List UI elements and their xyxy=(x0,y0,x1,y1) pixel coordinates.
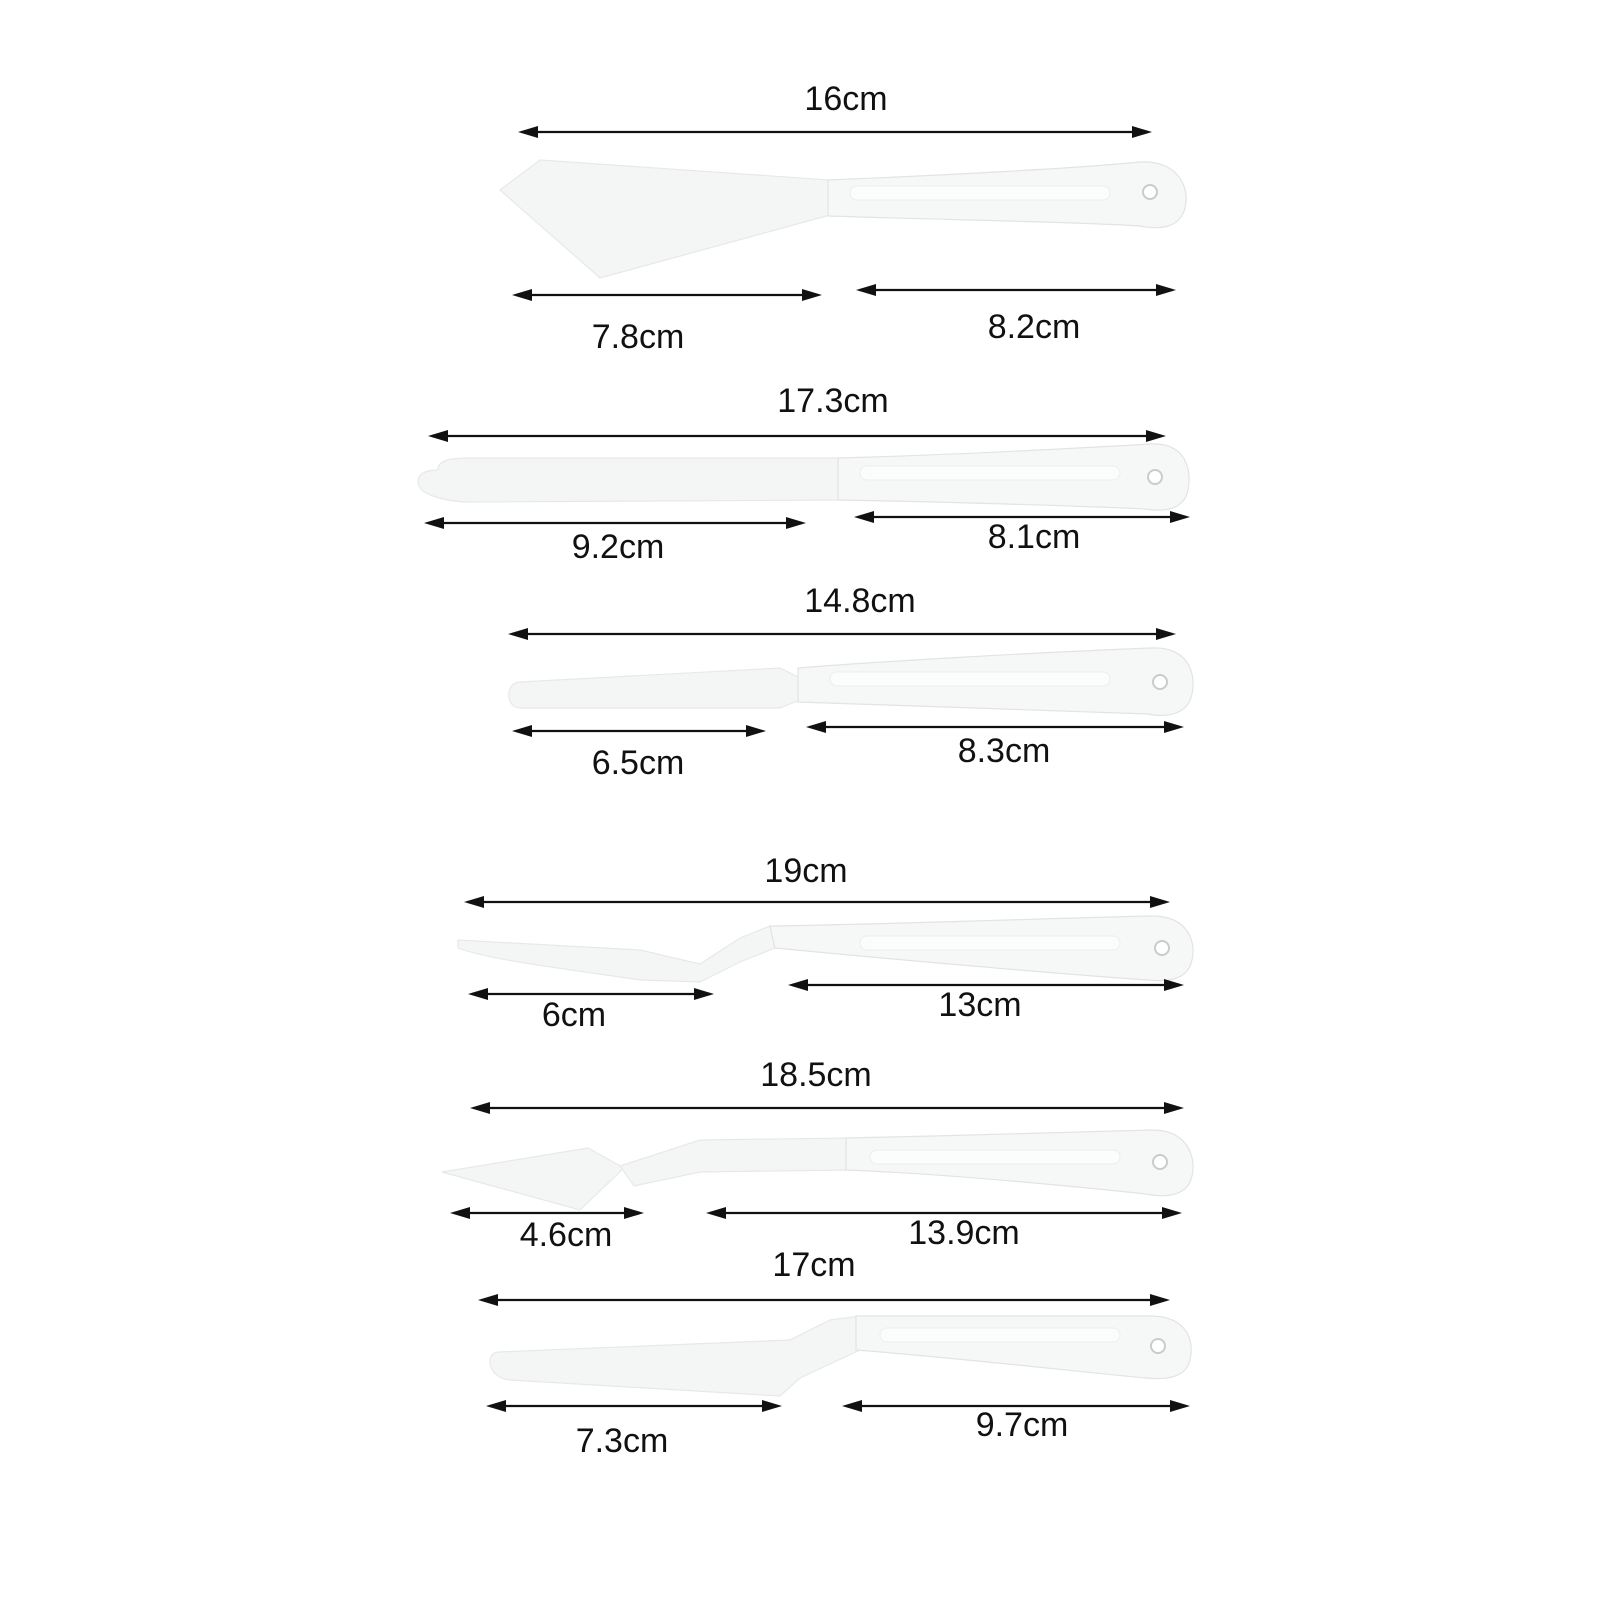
knife-1-handle-length: 8.2cm xyxy=(987,308,1081,346)
knife-2 xyxy=(418,382,1190,566)
knife-1-blade-dimension xyxy=(512,289,822,356)
knife-3-handle-length: 8.3cm xyxy=(957,732,1051,770)
knife-3-hang-hole xyxy=(1153,675,1167,689)
knife-4-blade-dimension xyxy=(468,988,714,1034)
knife-5-neck xyxy=(620,1138,850,1186)
knife-1-total-length: 16cm xyxy=(804,80,888,118)
knife-6-handle-dimension xyxy=(842,1400,1190,1444)
knife-2-total-dimension xyxy=(428,382,1166,442)
knife-3-handle-groove xyxy=(830,672,1110,686)
knife-2-handle-groove xyxy=(860,466,1120,480)
knife-6-handle-length: 9.7cm xyxy=(975,1406,1069,1444)
knife-6-handle-groove xyxy=(880,1328,1120,1342)
knife-4 xyxy=(458,852,1193,1034)
knife-2-total-length: 17.3cm xyxy=(777,382,889,420)
knife-4-blade xyxy=(458,926,775,982)
knife-6-blade-length: 7.3cm xyxy=(575,1422,669,1460)
knife-1-hang-hole xyxy=(1143,185,1157,199)
knife-2-blade xyxy=(418,458,840,502)
knife-3-blade xyxy=(509,668,800,708)
knife-1-handle-dimension xyxy=(856,284,1176,346)
knife-5-blade-length: 4.6cm xyxy=(519,1216,613,1254)
knife-5-blade-dimension xyxy=(450,1207,644,1254)
knife-4-total-dimension xyxy=(464,852,1170,908)
knife-1-blade-length: 7.8cm xyxy=(591,318,685,356)
knife-6-blade xyxy=(490,1316,860,1396)
knife-5-blade xyxy=(442,1148,624,1210)
knife-5-handle-length: 13.9cm xyxy=(908,1214,1020,1252)
knife-6-total-dimension xyxy=(478,1246,1170,1306)
knife-5-total-length: 18.5cm xyxy=(760,1056,872,1094)
knife-3-handle-dimension xyxy=(806,721,1184,770)
knife-4-blade-length: 6cm xyxy=(541,996,607,1034)
knife-3-total-length: 14.8cm xyxy=(804,582,916,620)
knife-6 xyxy=(478,1246,1191,1460)
knife-2-blade-dimension xyxy=(424,517,806,566)
knife-3-total-dimension xyxy=(508,582,1176,640)
knife-1-handle-groove xyxy=(850,186,1110,200)
knife-5-hang-hole xyxy=(1153,1155,1167,1169)
knife-2-handle-dimension xyxy=(854,511,1190,556)
knife-6-blade-dimension xyxy=(486,1400,782,1460)
knife-5-total-dimension xyxy=(470,1056,1184,1114)
knife-4-handle-length: 13cm xyxy=(938,986,1022,1024)
knife-5-handle-groove xyxy=(870,1150,1120,1164)
knife-6-hang-hole xyxy=(1151,1339,1165,1353)
knife-6-total-length: 17cm xyxy=(772,1246,856,1284)
knife-6-handle xyxy=(856,1316,1191,1379)
knife-3 xyxy=(508,582,1193,782)
knife-2-blade-length: 9.2cm xyxy=(571,528,665,566)
knife-1 xyxy=(500,80,1186,356)
knife-5 xyxy=(442,1056,1193,1254)
knife-2-hang-hole xyxy=(1148,470,1162,484)
knife-2-handle-length: 8.1cm xyxy=(987,518,1081,556)
knife-1-total-dimension xyxy=(518,80,1152,138)
knife-4-total-length: 19cm xyxy=(764,852,848,890)
knife-4-handle-dimension xyxy=(788,979,1184,1024)
knife-4-hang-hole xyxy=(1155,941,1169,955)
knife-3-blade-dimension xyxy=(512,725,766,782)
knife-3-blade-length: 6.5cm xyxy=(591,744,685,782)
knife-4-handle-groove xyxy=(860,936,1120,950)
knife-1-blade xyxy=(500,160,830,278)
